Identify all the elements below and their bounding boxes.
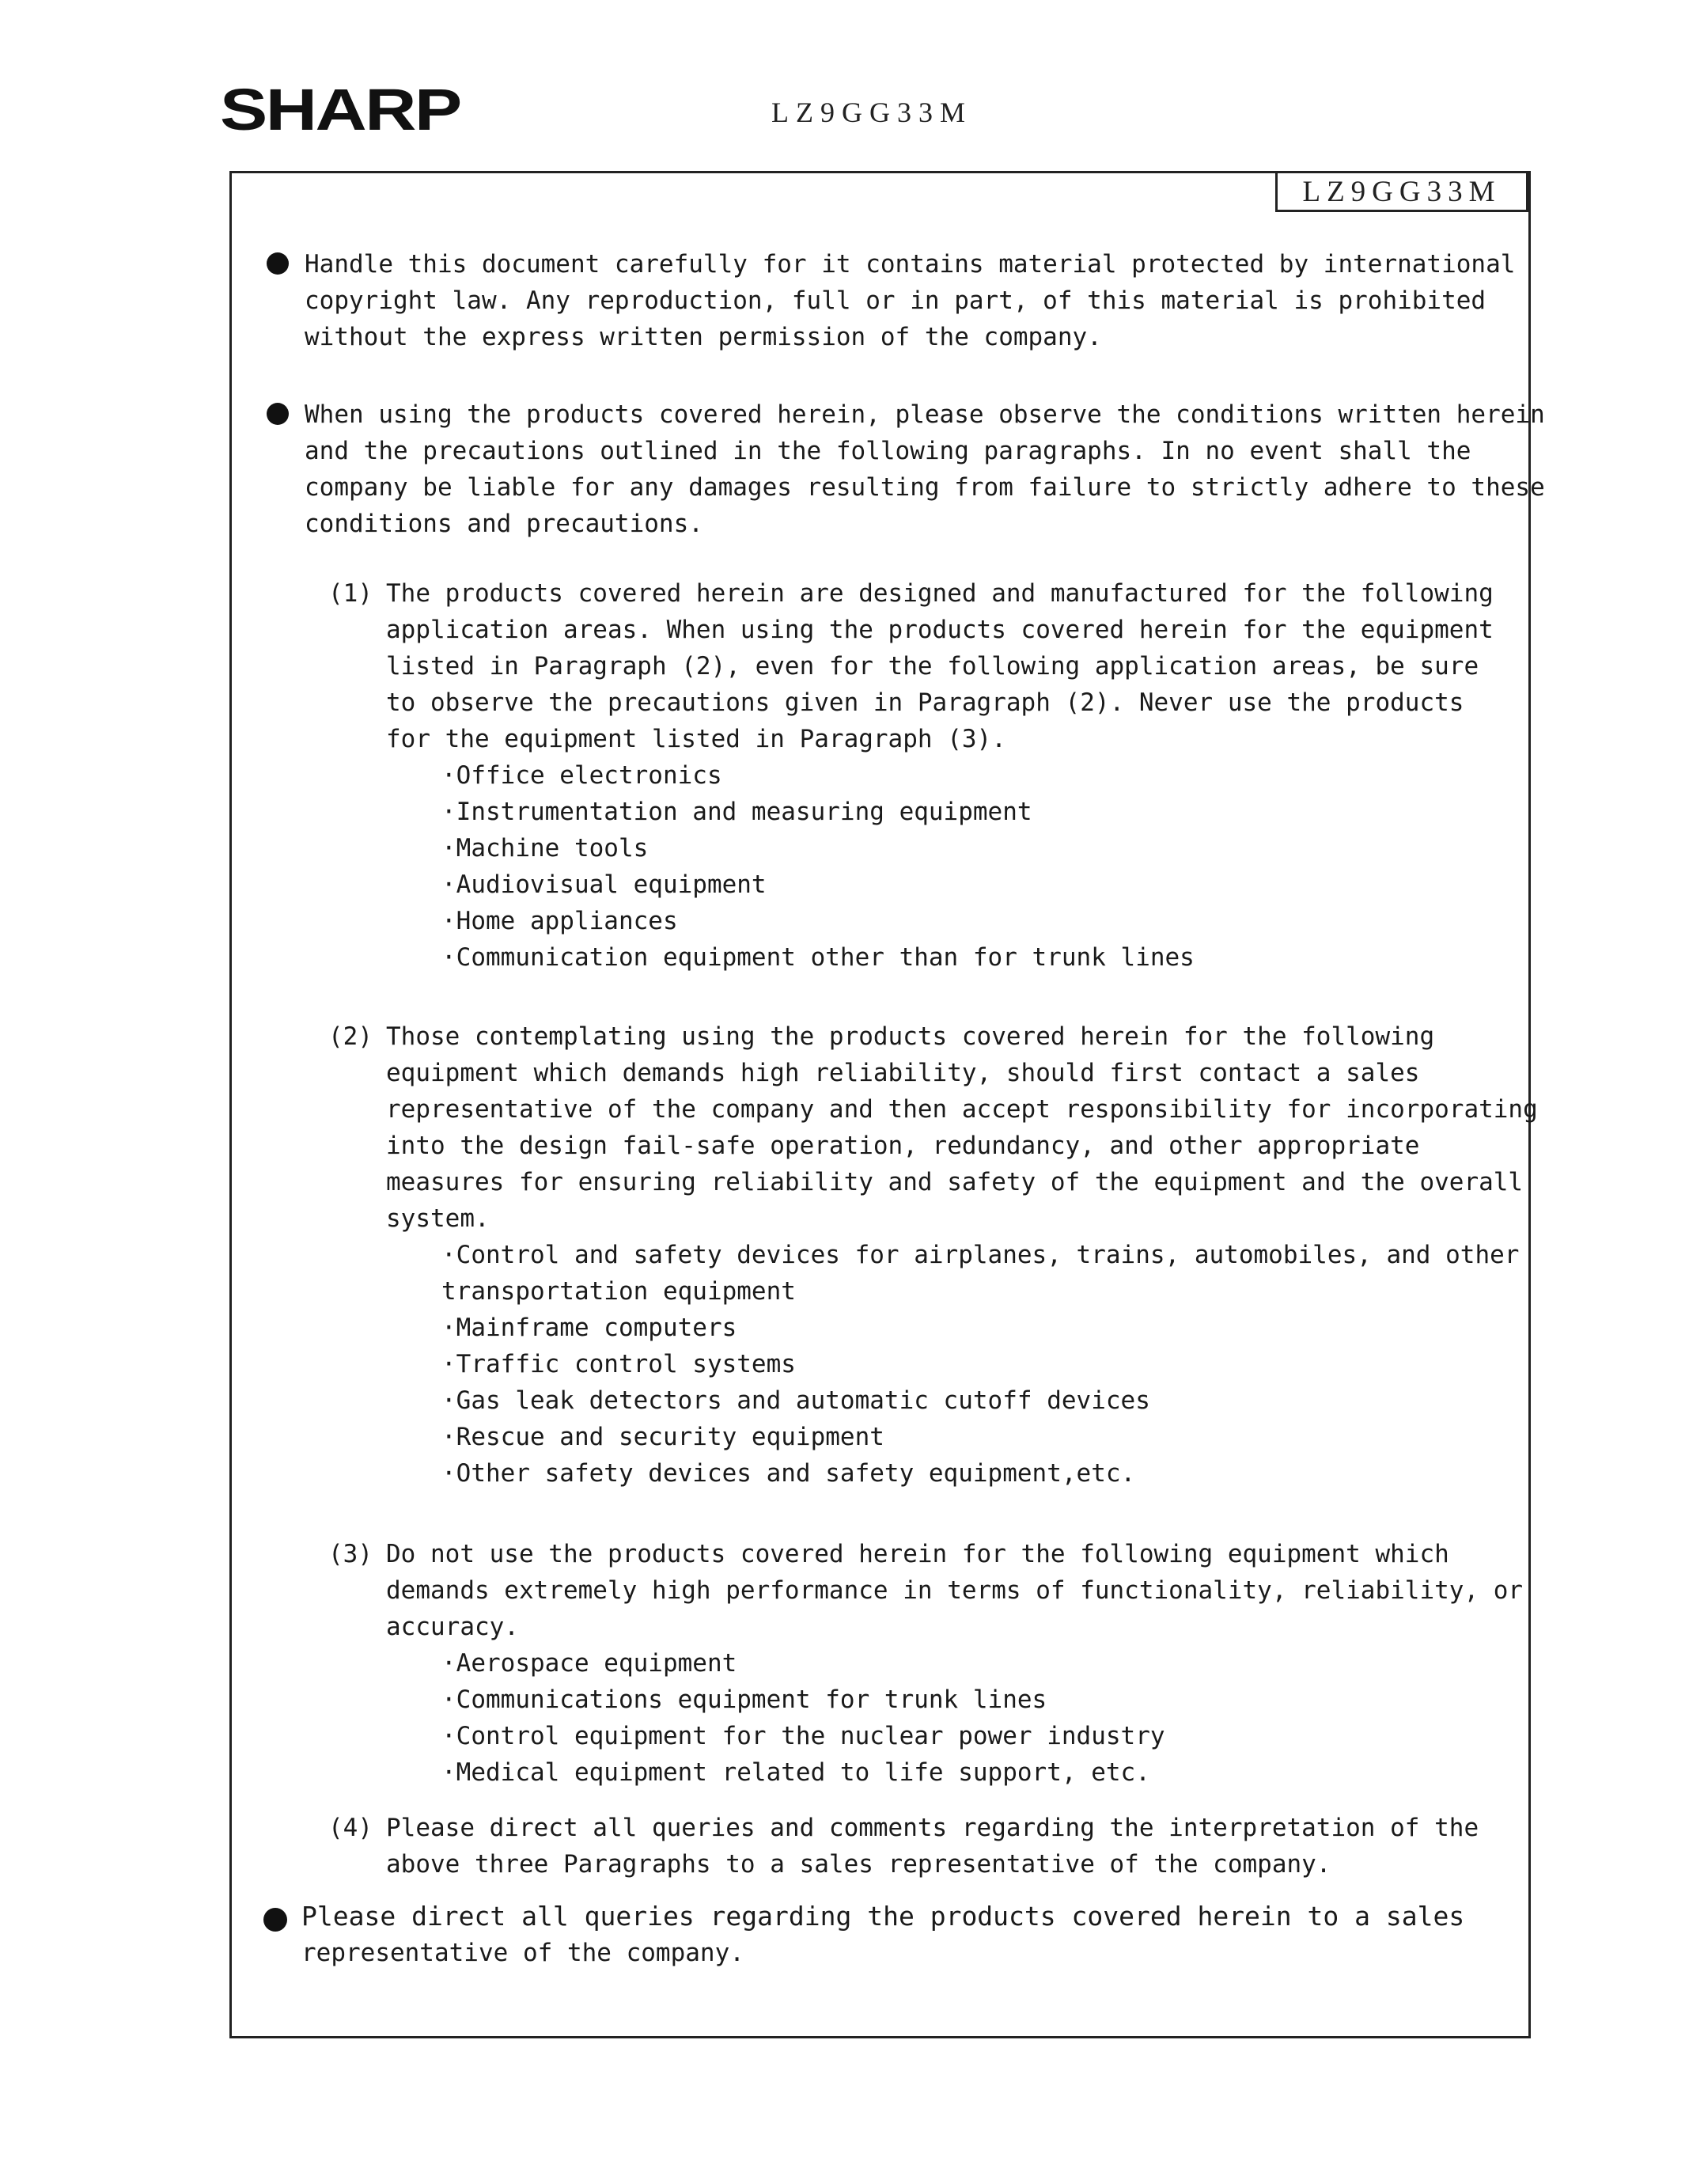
paragraph-4	[386, 1810, 1479, 1883]
text-line: company be liable for any damages resulting from failure to strictly adhere to these	[305, 473, 1545, 502]
notice-frame	[229, 171, 1545, 2038]
text-line: equipment which demands high reliability, should first contact a sales	[386, 1059, 1420, 1087]
text-line: and the precautions outlined in the following paragraphs. In no event shall the	[305, 437, 1471, 465]
list-item: ·Rescue and security equipment	[441, 1423, 884, 1451]
text-line: Please direct all queries and comments regarding the interpretation of the	[386, 1814, 1479, 1842]
text-line: demands extremely high performance in terms of functionality, reliability, or	[386, 1576, 1524, 1605]
list-item: ·Machine tools	[441, 834, 649, 863]
list-item: ·Communications equipment for trunk lines	[441, 1685, 1047, 1714]
bullet-dot-icon	[263, 1908, 287, 1932]
paragraph-1	[386, 575, 1494, 757]
list-item: ·Control equipment for the nuclear power industry	[441, 1722, 1165, 1750]
list-item: ·Communication equipment other than for trunk lines	[441, 943, 1195, 972]
text-line: The products covered herein are designed and manufactured for the following	[386, 579, 1494, 608]
sharp-logo: SHARP	[220, 77, 460, 142]
text-line: system.	[386, 1204, 490, 1233]
text-line: When using the products covered herein, please observe the conditions written herein	[305, 400, 1545, 429]
paragraph-2-number: (2)	[328, 1022, 373, 1051]
list-item: ·Gas leak detectors and automatic cutoff devices	[441, 1386, 1150, 1415]
text-line: accuracy.	[386, 1613, 519, 1641]
copyright-notice	[305, 246, 1515, 355]
list-item: ·Aerospace equipment	[441, 1649, 737, 1678]
text-line: Please direct all queries regarding the products covered herein to a sales	[301, 1901, 1465, 1932]
text-line: without the express written permission of the company.	[305, 323, 1102, 351]
list-item: ·Mainframe computers	[441, 1314, 737, 1342]
list-item: ·Traffic control systems	[441, 1350, 796, 1378]
text-line: Those contemplating using the products covered herein for the following	[386, 1022, 1435, 1051]
list-item: ·Other safety devices and safety equipment,etc.	[441, 1459, 1136, 1488]
list-item: ·Instrumentation and measuring equipment	[441, 798, 1032, 826]
text-line: Handle this document carefully for it contains material protected by international	[305, 250, 1516, 279]
text-line: to observe the precautions given in Paragraph (2). Never use the products	[386, 688, 1464, 717]
paragraph-3-number: (3)	[328, 1540, 373, 1568]
text-line: representative of the company and then accept responsibility for incorporating	[386, 1095, 1538, 1124]
text-line: above three Paragraphs to a sales representative of the company.	[386, 1850, 1331, 1879]
list-item: ·Home appliances	[441, 907, 678, 935]
text-line: into the design fail-safe operation, redundancy, and other appropriate	[386, 1132, 1420, 1160]
queries-notice	[301, 1898, 1464, 1971]
text-line: application areas. When using the products covered herein for the equipment	[386, 616, 1494, 644]
text-line: listed in Paragraph (2), even for the following application areas, be sure	[386, 652, 1479, 681]
paragraph-2	[386, 1018, 1538, 1237]
list-item: ·Office electronics	[441, 761, 722, 790]
header-part-number: LZ9GG33M	[771, 97, 972, 128]
high-reliability-equipment-list	[441, 1237, 1519, 1492]
paragraph-1-number: (1)	[328, 579, 373, 608]
usage-conditions-notice	[305, 396, 1545, 542]
paragraph-3	[386, 1536, 1523, 1645]
application-areas-list	[441, 757, 1195, 976]
text-line: Do not use the products covered herein for the following equipment which	[386, 1540, 1449, 1568]
list-item: ·Control and safety devices for airplanes, trains, automobiles, and other	[441, 1241, 1520, 1269]
prohibited-equipment-list	[441, 1645, 1165, 1791]
bullet-dot-icon	[267, 403, 289, 425]
text-line: copyright law. Any reproduction, full or in part, of this material is prohibited	[305, 286, 1486, 315]
list-item: transportation equipment	[441, 1277, 796, 1306]
text-line: conditions and precautions.	[305, 510, 703, 538]
paragraph-4-number: (4)	[328, 1814, 373, 1842]
text-line: measures for ensuring reliability and safety of the equipment and the overall	[386, 1168, 1524, 1196]
list-item: ·Audiovisual equipment	[441, 870, 767, 899]
text-line: representative of the company.	[301, 1939, 744, 1967]
bullet-dot-icon	[267, 252, 289, 275]
text-line: for the equipment listed in Paragraph (3).	[386, 725, 1006, 753]
frame-part-number: LZ9GG33M	[1275, 171, 1528, 212]
list-item: ·Medical equipment related to life support, etc.	[441, 1758, 1150, 1787]
